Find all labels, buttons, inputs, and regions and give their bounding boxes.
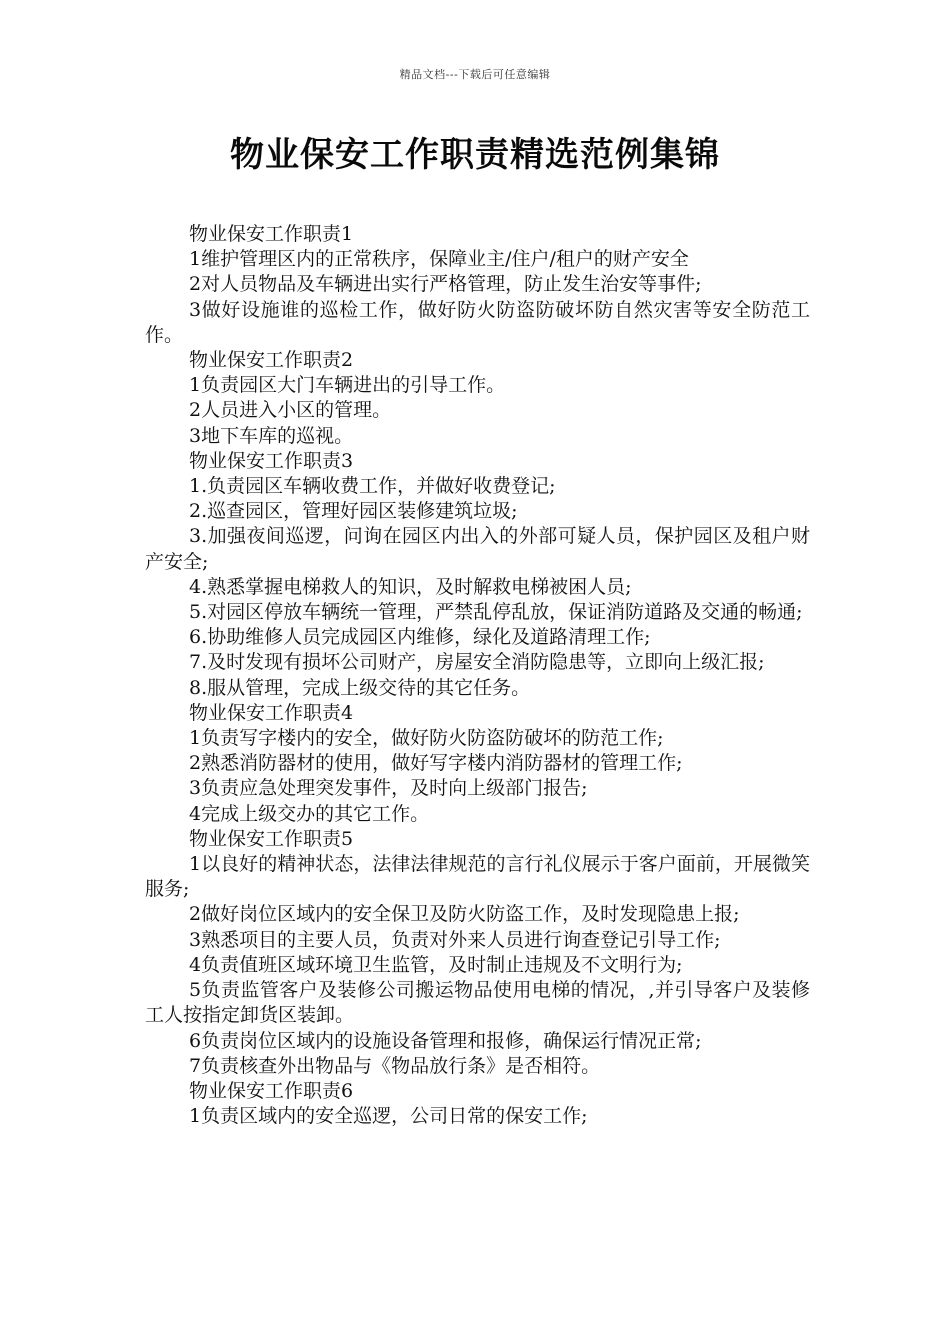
paragraph: 8.服从管理，完成上级交待的其它任务。 [189,676,531,699]
paragraph: 物业保安工作职责5 [189,827,354,850]
paragraph: 5.对园区停放车辆统一管理，严禁乱停乱放，保证消防道路及交通的畅通; [189,601,803,624]
document-title: 物业保安工作职责精选范例集锦 [230,135,720,175]
document-body [145,222,810,1129]
paragraph: 2熟悉消防器材的使用，做好写字楼内消防器材的管理工作; [189,752,683,775]
paragraph: 1负责园区大门车辆进出的引导工作。 [189,374,506,397]
paragraph: 3.加强夜间巡逻，问询在园区内出入的外部可疑人员，保护园区及租户财产安全; [145,525,810,573]
paragraph: 2.巡查园区，管理好园区装修建筑垃圾; [189,500,518,523]
paragraph: 4.熟悉掌握电梯救人的知识，及时解救电梯被困人员; [189,575,632,598]
paragraph: 1.负责园区车辆收费工作，并做好收费登记; [189,475,556,498]
paragraph: 6.协助维修人员完成园区内维修，绿化及道路清理工作; [189,626,651,649]
paragraph: 1负责区域内的安全巡逻，公司日常的保安工作; [189,1105,588,1128]
paragraph: 物业保安工作职责4 [189,701,354,724]
paragraph: 2人员进入小区的管理。 [189,399,392,422]
paragraph: 4负责值班区域环境卫生监管，及时制止违规及不文明行为; [189,953,683,976]
paragraph: 3做好设施谁的巡检工作，做好防火防盗防破坏防自然灾害等安全防范工作。 [145,298,810,346]
paragraph: 6负责岗位区域内的设施设备管理和报修，确保运行情况正常; [189,1029,702,1052]
paragraph: 4完成上级交办的其它工作。 [189,802,430,825]
paragraph: 物业保安工作职责1 [189,223,354,245]
paragraph: 1以良好的精神状态，法律法律规范的言行礼仪展示于客户面前，开展微笑服务; [145,853,810,901]
paragraph: 物业保安工作职责3 [189,449,354,472]
paragraph: 2做好岗位区域内的安全保卫及防火防盗工作，及时发现隐患上报; [189,903,740,926]
paragraph: 1维护管理区内的正常秩序，保障业主/住户/租户的财产安全 [189,248,689,271]
paragraph: 2对人员物品及车辆进出实行严格管理，防止发生治安等事件; [189,273,702,296]
header-note: 精品文档---下载后可任意编辑 [399,68,551,81]
paragraph: 5负责监管客户及装修公司搬运物品使用电梯的情况，,并引导客户及装修工人按指定卸货区装卸。 [145,979,810,1027]
paragraph: 7负责核查外出物品与《物品放行条》是否相符。 [189,1054,601,1077]
paragraph: 物业保安工作职责6 [189,1079,354,1102]
paragraph: 3熟悉项目的主要人员，负责对外来人员进行询查登记引导工作; [189,928,721,951]
paragraph: 3负责应急处理突发事件，及时向上级部门报告; [189,777,588,800]
paragraph: 物业保安工作职责2 [189,349,354,372]
paragraph: 1负责写字楼内的安全，做好防火防盗防破坏的防范工作; [189,727,664,750]
paragraph: 3地下车库的巡视。 [189,424,354,447]
paragraph: 7.及时发现有损坏公司财产，房屋安全消防隐患等，立即向上级汇报; [189,651,765,674]
